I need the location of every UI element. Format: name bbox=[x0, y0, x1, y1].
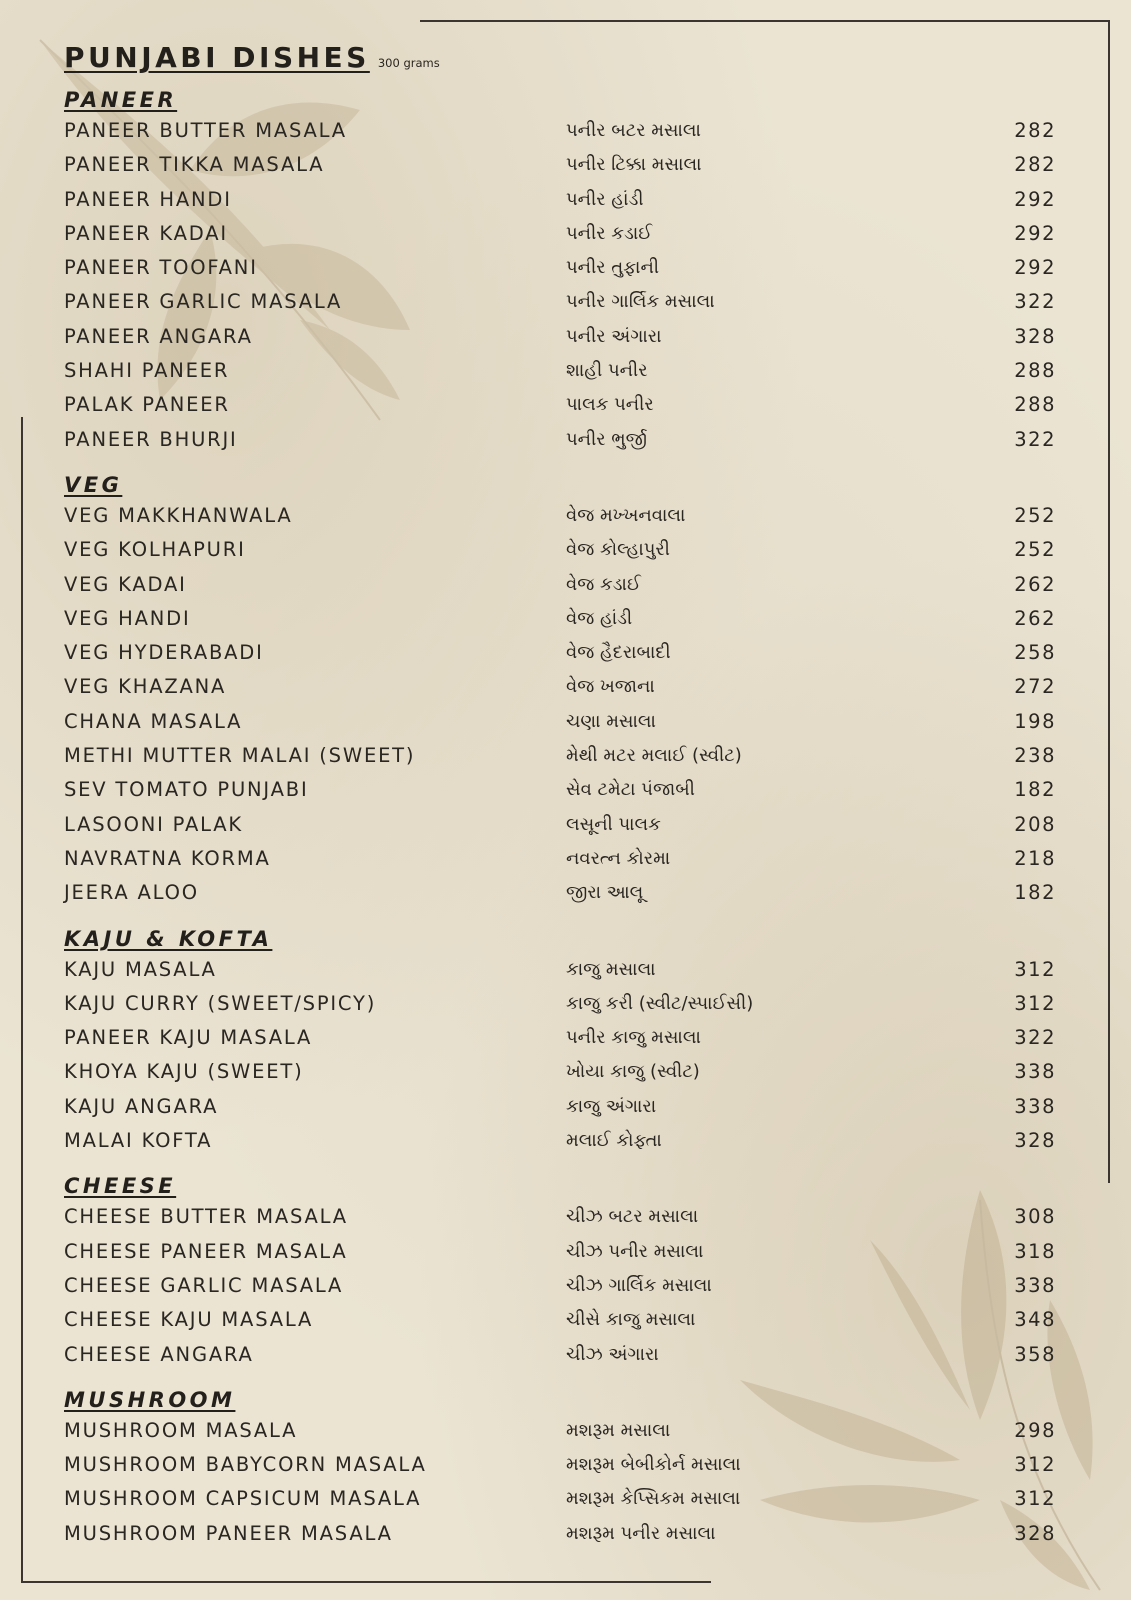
dish-name-gujarati: પનીર ટિક્કા મસાલા bbox=[566, 154, 702, 176]
menu-item bbox=[64, 148, 1056, 182]
menu-item bbox=[64, 533, 1056, 567]
menu-item bbox=[64, 808, 1056, 842]
dish-price: 182 bbox=[1014, 881, 1056, 905]
dish-name-english: VEG KHAZANA bbox=[64, 675, 227, 699]
dish-name-english: KAJU ANGARA bbox=[64, 1094, 219, 1118]
dish-name-english: MUSHROOM BABYCORN MASALA bbox=[64, 1453, 427, 1477]
dish-name-gujarati: મલાઈ કોફ્તા bbox=[566, 1130, 662, 1152]
dish-name-gujarati: શાહી પનીર bbox=[566, 360, 648, 382]
dish-name-gujarati: ચીઝ બટર મસાલા bbox=[566, 1206, 699, 1228]
menu-item bbox=[64, 1414, 1056, 1448]
dish-price: 348 bbox=[1014, 1308, 1056, 1332]
dish-name-english: PANEER TIKKA MASALA bbox=[64, 153, 325, 177]
page-title: PUNJABI DISHES bbox=[64, 41, 370, 74]
menu-item bbox=[64, 1303, 1056, 1337]
menu-section bbox=[64, 86, 1056, 457]
dish-price: 338 bbox=[1014, 1094, 1056, 1118]
dish-price: 312 bbox=[1014, 957, 1056, 981]
dish-name-english: KAJU MASALA bbox=[64, 957, 217, 981]
menu-item bbox=[64, 876, 1056, 910]
section-title: MUSHROOM bbox=[64, 1387, 236, 1412]
frame-top-line bbox=[420, 20, 1109, 22]
dish-name-english: KAJU CURRY (SWEET/SPICY) bbox=[64, 991, 377, 1015]
menu-item bbox=[64, 320, 1056, 354]
dish-name-gujarati: મશરૂમ પનીર મસાલા bbox=[566, 1522, 716, 1544]
menu-item bbox=[64, 842, 1056, 876]
dish-price: 358 bbox=[1014, 1342, 1056, 1366]
dish-name-english: PANEER KAJU MASALA bbox=[64, 1026, 313, 1050]
dish-name-gujarati: પનીર કડાઈ bbox=[566, 222, 653, 244]
dish-name-english: VEG KOLHAPURI bbox=[64, 538, 246, 562]
menu-sections bbox=[64, 86, 1056, 1551]
menu-item bbox=[64, 388, 1056, 422]
dish-name-gujarati: પનીર ગાર્લિક મસાલા bbox=[566, 291, 715, 313]
dish-price: 312 bbox=[1014, 1453, 1056, 1477]
dish-name-gujarati: વેજ હૈદરાબાદી bbox=[566, 642, 671, 664]
dish-name-english: CHEESE BUTTER MASALA bbox=[64, 1205, 348, 1229]
dish-name-english: PANEER HANDI bbox=[64, 187, 232, 211]
menu-item bbox=[64, 423, 1056, 457]
dish-name-english: PANEER BUTTER MASALA bbox=[64, 119, 347, 142]
menu-item bbox=[64, 1124, 1056, 1158]
dish-name-english: VEG HANDI bbox=[64, 606, 191, 630]
dish-name-gujarati: વેજ કોલ્હાપુરી bbox=[566, 539, 670, 561]
dish-price: 312 bbox=[1014, 1487, 1056, 1511]
menu-item bbox=[64, 1482, 1056, 1516]
dish-name-gujarati: કાજુ કરી (સ્વીટ/સ્પાઈસી) bbox=[566, 992, 754, 1014]
dish-name-gujarati: પનીર તુફાની bbox=[566, 257, 660, 279]
dish-name-gujarati: ચીસે કાજુ મસાલા bbox=[566, 1309, 696, 1331]
menu-section bbox=[64, 1172, 1056, 1371]
dish-name-english: MUSHROOM CAPSICUM MASALA bbox=[64, 1487, 422, 1511]
dish-name-gujarati: લસૂની પાલક bbox=[566, 813, 661, 835]
dish-name-english: MUSHROOM MASALA bbox=[64, 1418, 298, 1442]
dish-price: 282 bbox=[1014, 153, 1056, 177]
menu-section bbox=[64, 925, 1056, 1159]
dish-price: 182 bbox=[1014, 778, 1056, 802]
dish-price: 292 bbox=[1014, 187, 1056, 211]
menu-item bbox=[64, 285, 1056, 319]
dish-name-gujarati: વેજ કડાઈ bbox=[566, 573, 641, 595]
section-title: CHEESE bbox=[64, 1174, 177, 1199]
dish-price: 288 bbox=[1014, 393, 1056, 417]
dish-name-gujarati: મશરૂમ કેપ્સિકમ મસાલા bbox=[566, 1488, 741, 1510]
dish-name-gujarati: મેથી મટર મલાઈ (સ્વીટ) bbox=[566, 745, 742, 767]
dish-name-gujarati: પનીર હાંડી bbox=[566, 188, 644, 210]
dish-name-english: JEERA ALOO bbox=[64, 881, 199, 905]
dish-name-english: VEG HYDERABADI bbox=[64, 641, 264, 665]
dish-price: 322 bbox=[1014, 427, 1056, 451]
dish-price: 328 bbox=[1014, 1129, 1056, 1153]
frame-bottom-line bbox=[21, 1581, 711, 1583]
menu-item bbox=[64, 739, 1056, 773]
dish-name-english: VEG MAKKHANWALA bbox=[64, 503, 293, 527]
dish-name-gujarati: ચીઝ ગાર્લિક મસાલા bbox=[566, 1274, 712, 1296]
dish-name-english: CHANA MASALA bbox=[64, 709, 243, 733]
dish-price: 258 bbox=[1014, 641, 1056, 665]
dish-name-english: PANEER ANGARA bbox=[64, 324, 253, 348]
dish-name-english: PANEER GARLIC MASALA bbox=[64, 290, 343, 314]
dish-name-gujarati: પનીર બટર મસાલા bbox=[566, 120, 701, 141]
menu-item bbox=[64, 1235, 1056, 1269]
menu-content bbox=[64, 34, 1056, 1551]
dish-name-english: CHEESE KAJU MASALA bbox=[64, 1308, 314, 1332]
menu-item bbox=[64, 1021, 1056, 1055]
menu-item bbox=[64, 217, 1056, 251]
menu-item bbox=[64, 1090, 1056, 1124]
menu-item bbox=[64, 636, 1056, 670]
dish-name-gujarati: કાજુ અંગારા bbox=[566, 1095, 657, 1117]
dish-name-gujarati: સેવ ટમેટા પંજાબી bbox=[566, 779, 695, 801]
dish-price: 328 bbox=[1014, 1521, 1056, 1545]
dish-name-english: SHAHI PANEER bbox=[64, 359, 230, 383]
dish-name-english: CHEESE GARLIC MASALA bbox=[64, 1273, 344, 1297]
dish-name-gujarati: ચીઝ અંગારા bbox=[566, 1343, 659, 1365]
menu-item bbox=[64, 114, 1056, 148]
section-title: KAJU & KOFTA bbox=[64, 926, 273, 951]
dish-price: 208 bbox=[1014, 812, 1056, 836]
menu-item bbox=[64, 568, 1056, 602]
frame-left-line bbox=[21, 417, 23, 1582]
header bbox=[64, 34, 1056, 74]
section-title: VEG bbox=[64, 472, 123, 497]
dish-name-english: NAVRATNA KORMA bbox=[64, 846, 271, 870]
dish-price: 318 bbox=[1014, 1239, 1056, 1263]
dish-price: 322 bbox=[1014, 290, 1056, 314]
dish-name-gujarati: વેજ હાંડી bbox=[566, 607, 633, 629]
dish-name-english: METHI MUTTER MALAI (SWEET) bbox=[64, 744, 416, 768]
dish-name-gujarati: જીરા આલૂ bbox=[566, 882, 644, 904]
dish-name-english: CHEESE PANEER MASALA bbox=[64, 1239, 348, 1263]
dish-price: 218 bbox=[1014, 846, 1056, 870]
menu-item bbox=[64, 773, 1056, 807]
dish-price: 282 bbox=[1014, 119, 1056, 142]
dish-price: 272 bbox=[1014, 675, 1056, 699]
menu-item bbox=[64, 705, 1056, 739]
portion-note: 300 grams bbox=[377, 56, 440, 70]
dish-name-gujarati: મશરૂમ બેબીકોર્ન મસાલા bbox=[566, 1454, 741, 1476]
menu-item bbox=[64, 251, 1056, 285]
dish-price: 238 bbox=[1014, 744, 1056, 768]
menu-item bbox=[64, 499, 1056, 533]
dish-name-english: SEV TOMATO PUNJABI bbox=[64, 778, 309, 802]
dish-price: 322 bbox=[1014, 1026, 1056, 1050]
frame-right-line bbox=[1108, 20, 1110, 1183]
dish-name-english: PANEER BHURJI bbox=[64, 427, 238, 451]
dish-price: 312 bbox=[1014, 991, 1056, 1015]
dish-name-gujarati: પનીર કાજુ મસાલા bbox=[566, 1027, 701, 1049]
menu-item bbox=[64, 1269, 1056, 1303]
dish-name-gujarati: વેજ મખ્ખનવાલા bbox=[566, 504, 686, 526]
dish-price: 308 bbox=[1014, 1205, 1056, 1229]
dish-name-english: MALAI KOFTA bbox=[64, 1129, 213, 1153]
dish-name-english: PANEER TOOFANI bbox=[64, 256, 258, 280]
dish-price: 262 bbox=[1014, 572, 1056, 596]
section-title: PANEER bbox=[64, 88, 178, 112]
dish-name-gujarati: ખોયા કાજુ (સ્વીટ) bbox=[566, 1061, 700, 1083]
menu-item bbox=[64, 1200, 1056, 1234]
menu-item bbox=[64, 1517, 1056, 1551]
dish-name-gujarati: વેજ ખજાના bbox=[566, 676, 655, 698]
dish-name-gujarati: કાજુ મસાલા bbox=[566, 958, 656, 980]
dish-name-gujarati: પાલક પનીર bbox=[566, 394, 654, 416]
menu-item bbox=[64, 602, 1056, 636]
menu-item bbox=[64, 987, 1056, 1021]
dish-price: 288 bbox=[1014, 359, 1056, 383]
dish-name-gujarati: ચીઝ પનીર મસાલા bbox=[566, 1240, 704, 1262]
menu-section bbox=[64, 1386, 1056, 1551]
dish-name-gujarati: પનીર અંગારા bbox=[566, 325, 662, 347]
dish-name-gujarati: નવરત્ન કોરમા bbox=[566, 847, 671, 869]
menu-item bbox=[64, 1338, 1056, 1372]
dish-name-english: LASOONI PALAK bbox=[64, 812, 243, 836]
menu-item bbox=[64, 670, 1056, 704]
dish-name-gujarati: ચણા મસાલા bbox=[566, 710, 656, 732]
dish-price: 338 bbox=[1014, 1060, 1056, 1084]
dish-price: 292 bbox=[1014, 221, 1056, 245]
dish-price: 252 bbox=[1014, 538, 1056, 562]
dish-price: 262 bbox=[1014, 606, 1056, 630]
dish-price: 252 bbox=[1014, 503, 1056, 527]
dish-name-english: PALAK PANEER bbox=[64, 393, 230, 417]
menu-section bbox=[64, 471, 1056, 911]
dish-price: 292 bbox=[1014, 256, 1056, 280]
dish-name-english: VEG KADAI bbox=[64, 572, 187, 596]
dish-name-gujarati: પનીર ભુર્જી bbox=[566, 428, 648, 450]
dish-name-english: MUSHROOM PANEER MASALA bbox=[64, 1521, 393, 1545]
dish-name-gujarati: મશરૂમ મસાલા bbox=[566, 1419, 671, 1441]
menu-item bbox=[64, 1055, 1056, 1089]
dish-name-english: PANEER KADAI bbox=[64, 221, 228, 245]
dish-name-english: CHEESE ANGARA bbox=[64, 1342, 254, 1366]
dish-price: 198 bbox=[1014, 709, 1056, 733]
menu-item bbox=[64, 183, 1056, 217]
dish-price: 298 bbox=[1014, 1418, 1056, 1442]
menu-item bbox=[64, 354, 1056, 388]
menu-item bbox=[64, 953, 1056, 987]
dish-price: 328 bbox=[1014, 324, 1056, 348]
menu-item bbox=[64, 1448, 1056, 1482]
dish-price: 338 bbox=[1014, 1273, 1056, 1297]
dish-name-english: KHOYA KAJU (SWEET) bbox=[64, 1060, 304, 1084]
